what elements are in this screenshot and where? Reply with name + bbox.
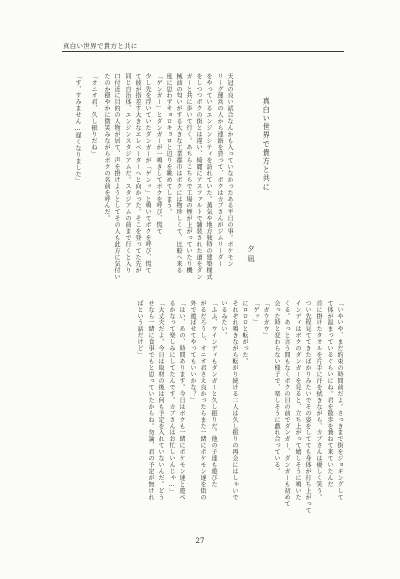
body-line: 少し先を浮いていたダンガーが「ゲンッ」と鳴いてボクを呼び、慌て [144, 73, 152, 274]
body-line: 「大丈夫だよ。今日は取材の後は何も予定を入れていないんだ。どう [157, 300, 165, 501]
body-line: 「ガウガウ」 [262, 300, 270, 339]
body-line: 「ゲンガー」とダンガーが一鳴きしてボクを呼び、慌て [155, 73, 163, 235]
body-line: リーグ運営の人から連絡を貰って、ボクはカブさんがジムリーダー [216, 73, 224, 268]
body-line: 天冠の良い試合なんかも入っていなかったある平日の事。ポケモン [226, 73, 234, 268]
body-line: いるみたい。 [220, 300, 228, 339]
body-line: 械油の匂いがする大きな工業都市はボクには物珍しくて、比較へ来る [175, 73, 183, 274]
body-line: ばという話だけど」 [136, 300, 144, 359]
body-line: 同じ自治体、エンジンスタジアムだ。スタジアムの前まで行くと入り [124, 73, 132, 274]
body-line: たのか穏やかに微笑みながらボクの名前を呼んだ。 [103, 73, 111, 222]
body-line: インディはボクのダンガーを見ると、立ち上がって嬉しそうに鳴いた [294, 300, 302, 501]
page-number: 27 [195, 537, 205, 545]
header-rule [62, 51, 344, 52]
body-line: にロロロと転がった。 [241, 300, 249, 365]
body-line: 「いやいや、まだ約束の時間前だよ。さっきまで街をジョギングして [336, 300, 344, 501]
body-line: ガーと共に歩いて行く。あちらこちらで工場の煙が上がっていたり機 [185, 73, 193, 274]
author-name: 夕凪 [247, 245, 255, 265]
body-line: 「オニオ君、久し振りだね」 [90, 73, 98, 158]
running-header: 真白い世界で貴方と共に [63, 42, 138, 50]
body-line: 度に思わずキョロキョロと辺りを眺めてしまう。 [165, 73, 173, 216]
body-line: 会った時と変わらない様子で、楽しそうに戯れ合っている。 [273, 300, 281, 475]
body-line: 外で遊ばせてやってもいいかな？」 [189, 300, 197, 404]
body-line: 首に掛けたタオルを片手に汗を拭きながら、カブさんは優しく笑う。 [315, 300, 323, 501]
body-line: つい先程見ててきたばかりみたいでその姿をしてても身体が打ち上がって [304, 300, 312, 514]
body-line: それぞれ鳴きながら転がり続ける二人は久し振りの再会にはしゃいで [231, 300, 239, 501]
body-line: をやっているエンジンシティを訪れていた。蒸気や地方独特の建築様式 [205, 73, 213, 281]
body-line: せなら一緒に食事でもと思っていたからね。勿論、君の予定が無けれ [147, 300, 155, 501]
body-line: 「す、すみません…遅くなりました」 [74, 73, 82, 184]
body-line: をしつつボクの街とは違い、綺麗にアスファルトで舗装された道をダン [195, 73, 203, 281]
body-line: くる。あっと言う間もなくボクの目の前でダンガー、ダンガーも初めて [283, 300, 291, 508]
body-line: て体が温まっているぐらいにね。君を散歩を兼ねて来ていたんだ [326, 300, 334, 488]
body-line: 「ゲッ」 [252, 300, 260, 326]
body-line: 「はい、あの、時間あります。今日はボクも一緒にポケモン達と遊べ [178, 300, 186, 501]
body-line: がるだろうし、オニオ君さえ良かったらまた一緒にポケモン達を街の [199, 300, 207, 501]
body-line: 口付近に目的の人物が居て、声を掛けようとしてその人も此方に気付い [113, 73, 121, 281]
body-line: るかなって楽しみにしてたんです。カブさんはお忙しいんじゃ…」 [168, 300, 176, 496]
body-line: て彼が指差す大きなエレベーターへと向かった。そこを登ってた先が [134, 73, 142, 274]
story-title: 真白い世界で貴方と共に [262, 97, 272, 192]
body-line: 「ふふ、ウインディもダンガーと久し振りだ。他の子達も遊びた [210, 300, 218, 488]
